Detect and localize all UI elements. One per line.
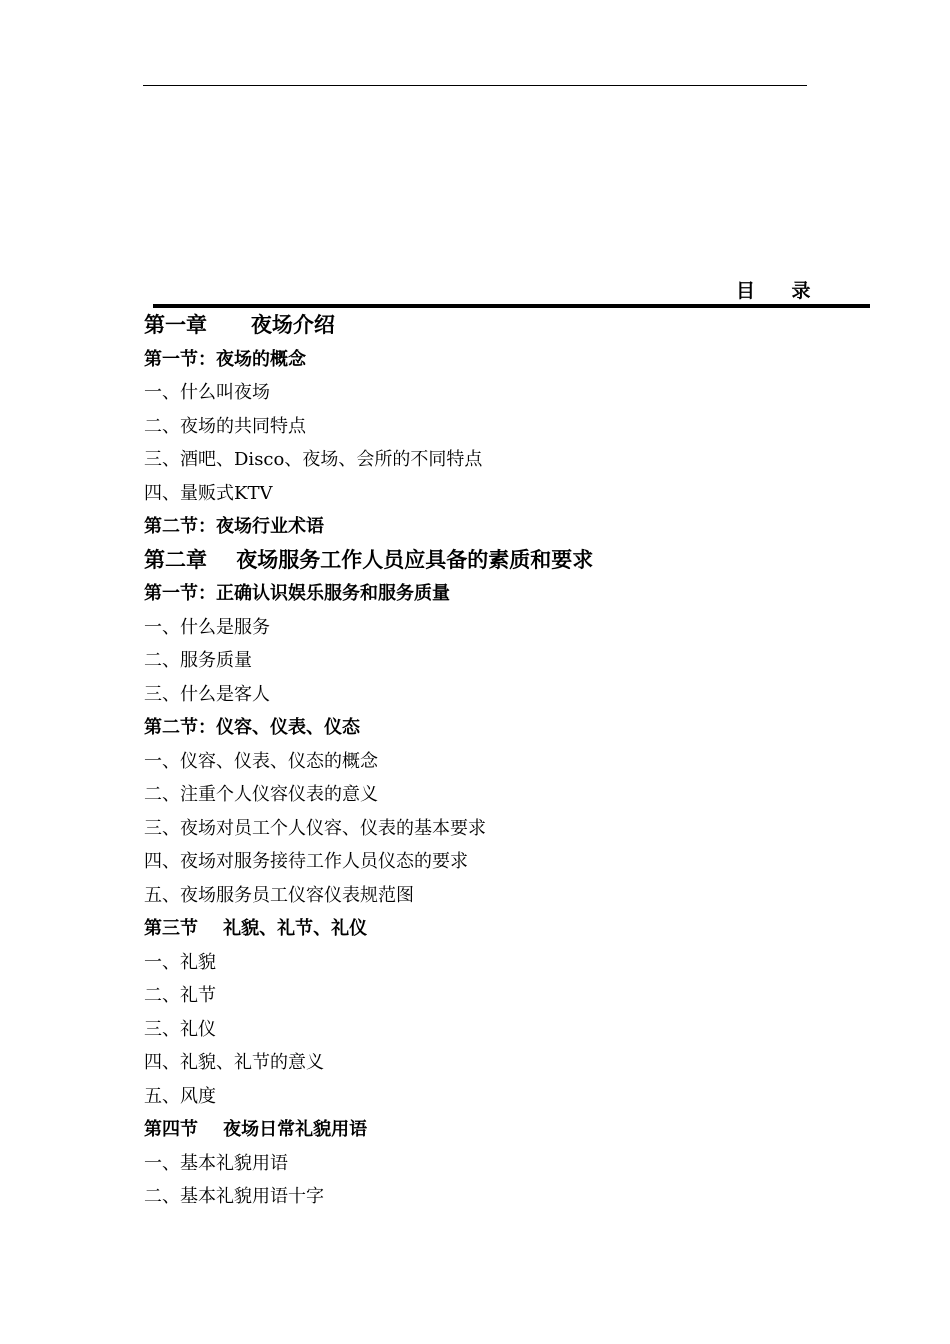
toc-section: 第一节：正确认识娱乐服务和服务质量 [144, 583, 450, 604]
toc-section: 第四节 夜场日常礼貌用语 [144, 1119, 368, 1140]
table-of-contents [144, 309, 844, 1214]
toc-item: 二、基本礼貌用语十字 [144, 1186, 324, 1207]
toc-section: 第一节：夜场的概念 [144, 348, 306, 370]
toc-item: 一、什么是服务 [144, 616, 270, 638]
toc-item: 一、基本礼貌用语 [144, 1152, 288, 1174]
toc-item: 五、夜场服务员工仪容仪表规范图 [144, 884, 414, 906]
toc-item: 四、礼貌、礼节的意义 [144, 1052, 324, 1073]
toc-item: 二、服务质量 [144, 650, 252, 671]
toc-chapter: 第一章 夜场介绍 [144, 313, 335, 337]
toc-item: 三、夜场对员工个人仪容、仪表的基本要求 [144, 817, 486, 839]
toc-section: 第二节：夜场行业术语 [144, 516, 324, 537]
header-rule [143, 85, 807, 86]
toc-item: 三、什么是客人 [144, 683, 270, 705]
toc-title: 目 录 [736, 280, 813, 302]
toc-item: 二、礼节 [144, 985, 216, 1006]
toc-item: 四、量贩式KTV [144, 482, 273, 504]
toc-item: 一、礼貌 [144, 951, 216, 973]
toc-item: 一、仪容、仪表、仪态的概念 [144, 750, 378, 772]
toc-section: 第二节：仪容、仪表、仪态 [144, 717, 360, 738]
toc-item: 五、风度 [144, 1085, 216, 1107]
toc-title-rule [153, 304, 870, 308]
toc-item: 三、礼仪 [144, 1018, 216, 1040]
toc-section: 第三节 礼貌、礼节、礼仪 [144, 918, 368, 939]
toc-item: 四、夜场对服务接待工作人员仪态的要求 [144, 851, 468, 872]
toc-item: 二、注重个人仪容仪表的意义 [144, 784, 378, 805]
toc-item: 一、什么叫夜场 [144, 382, 270, 403]
toc-item: 二、夜场的共同特点 [144, 415, 306, 437]
toc-item: 三、酒吧、Disco、夜场、会所的不同特点 [144, 449, 483, 470]
toc-chapter: 第二章 夜场服务工作人员应具备的素质和要求 [144, 547, 594, 572]
